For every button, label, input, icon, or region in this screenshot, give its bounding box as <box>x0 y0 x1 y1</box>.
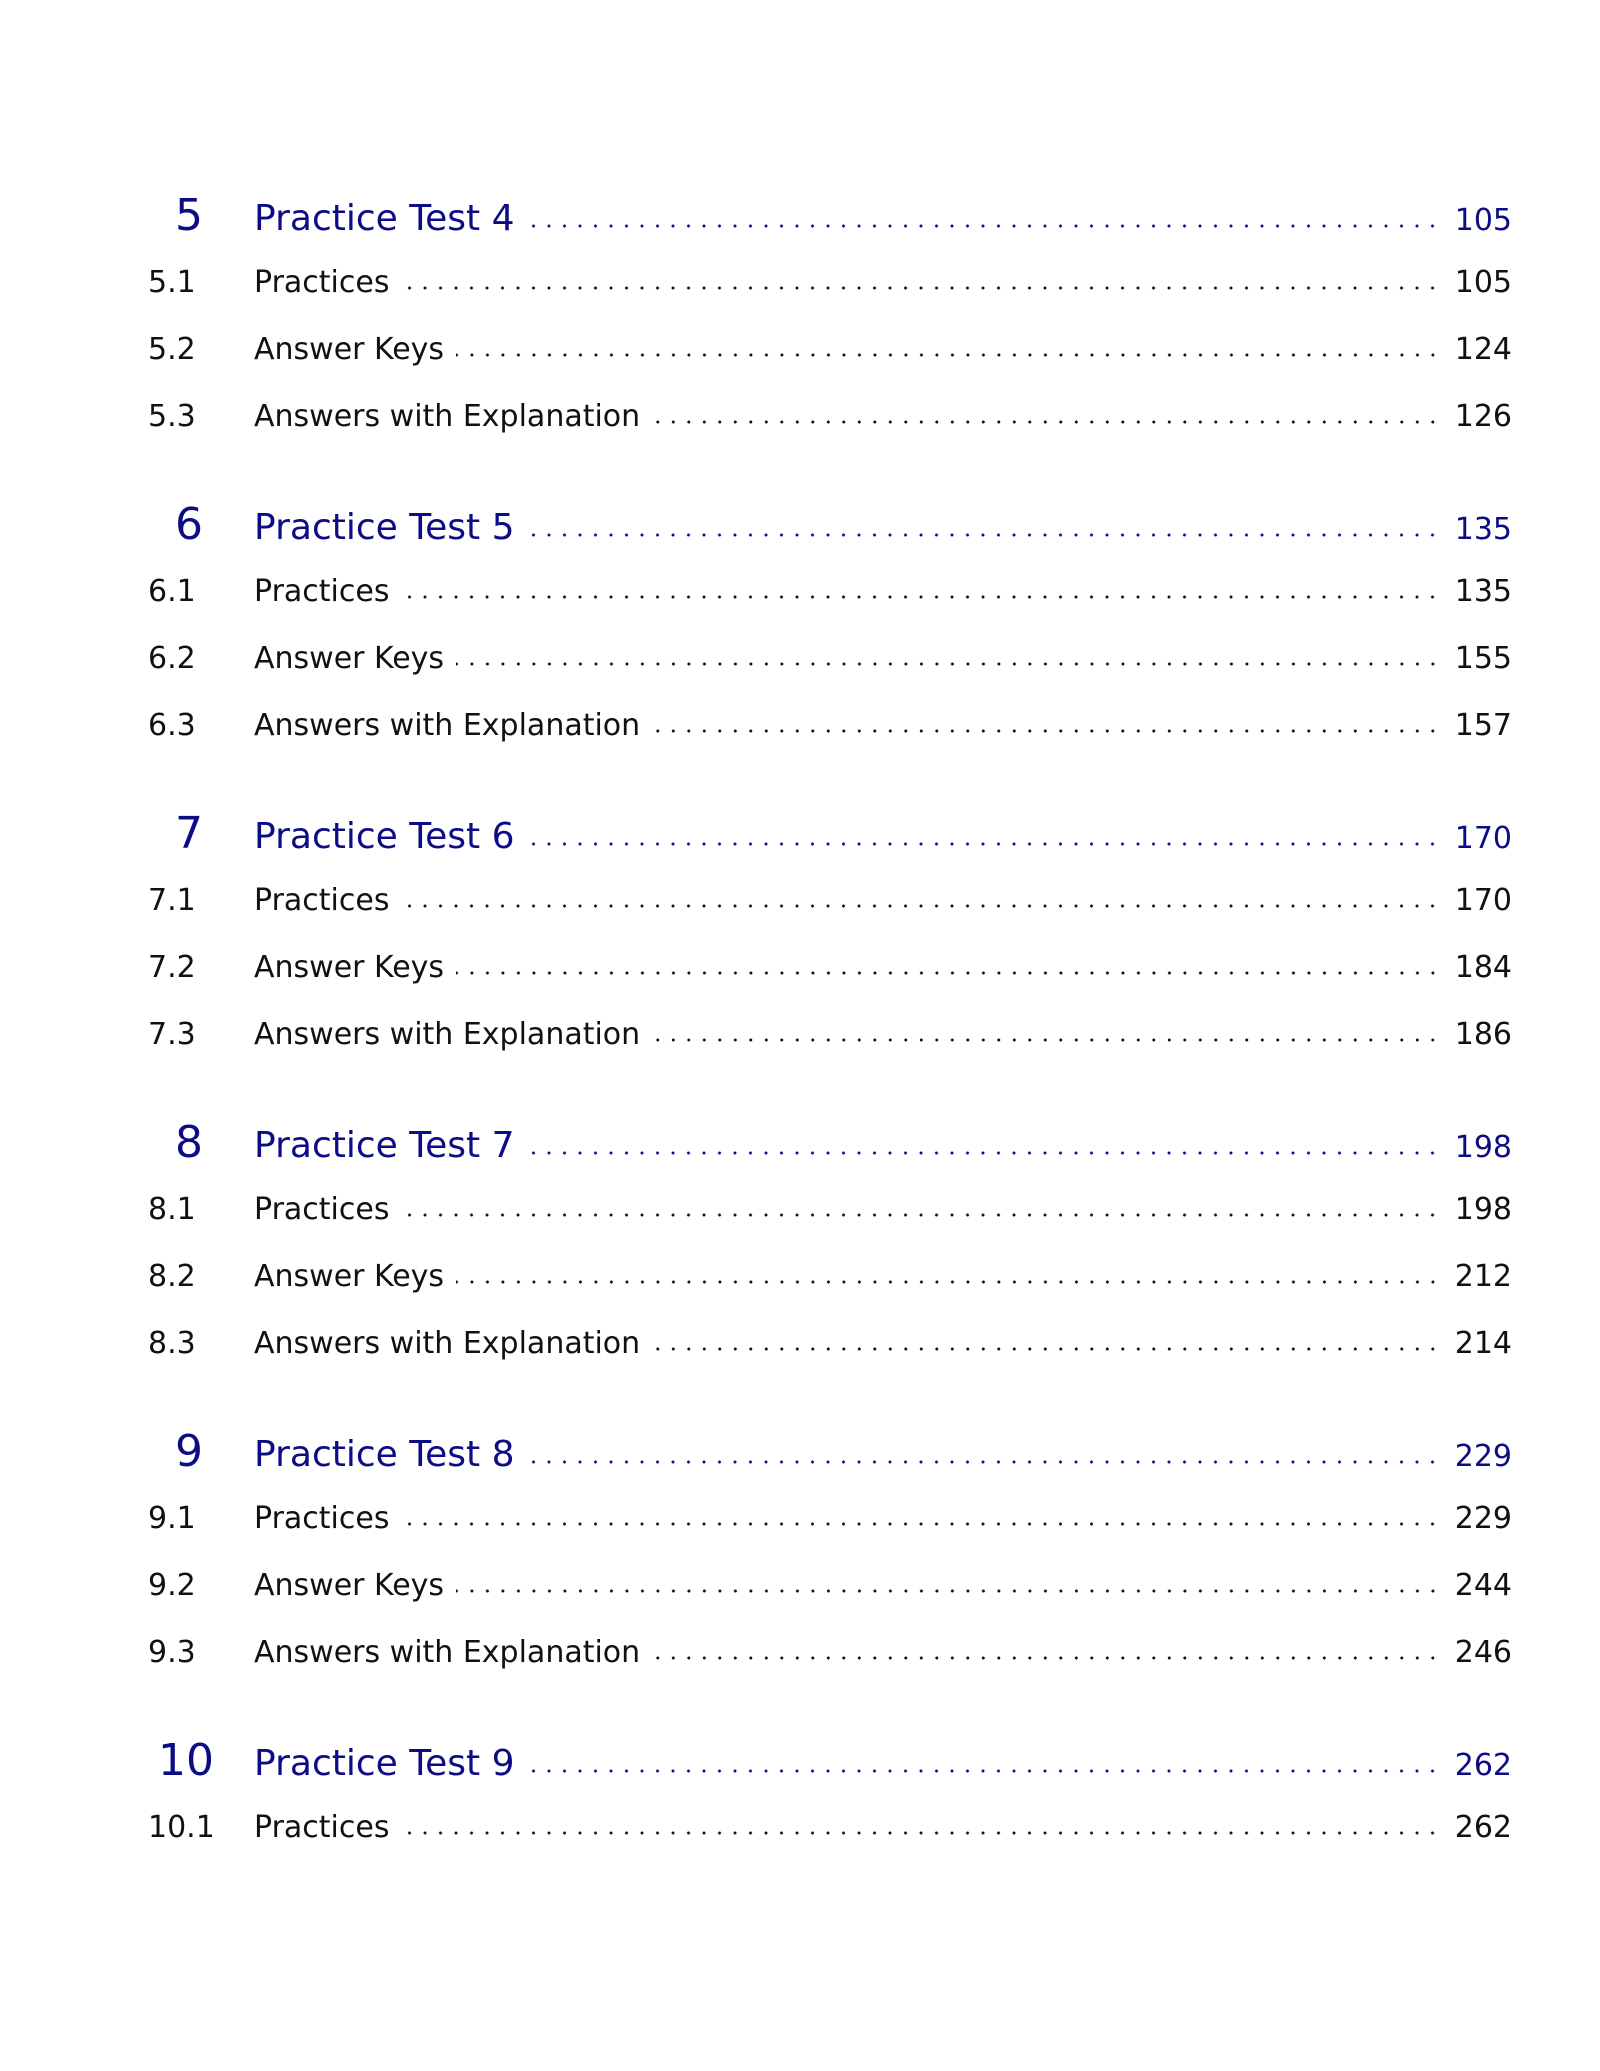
toc-page-number[interactable]: 198 <box>1454 1130 1512 1165</box>
toc-section-row[interactable] <box>148 641 1512 676</box>
toc-dot-leader <box>401 904 1440 908</box>
toc-page-number[interactable]: 186 <box>1454 1017 1512 1052</box>
toc-page-number[interactable]: 135 <box>1454 512 1512 547</box>
toc-dot-leader <box>401 1213 1440 1217</box>
toc-dot-leader <box>526 1769 1440 1773</box>
toc-section-number: 6.2 <box>148 641 196 676</box>
toc-chapter-number: 9 <box>175 1426 203 1477</box>
toc-chapter-number: 5 <box>175 190 203 241</box>
toc-page-number[interactable]: 157 <box>1454 708 1512 743</box>
toc-section-title[interactable]: Answer Keys <box>254 1259 445 1294</box>
toc-dot-leader <box>401 286 1440 290</box>
toc-chapter-row[interactable] <box>148 1117 1512 1168</box>
toc-section-row[interactable] <box>148 1259 1512 1294</box>
toc-page-number[interactable]: 246 <box>1454 1635 1512 1670</box>
toc-section-title[interactable]: Practices <box>254 265 390 300</box>
toc-dot-leader <box>526 224 1440 228</box>
toc-page-number[interactable]: 244 <box>1454 1568 1512 1603</box>
toc-chapter-number: 8 <box>175 1117 203 1168</box>
toc-chapter-row[interactable] <box>148 1735 1512 1786</box>
toc-page-number[interactable]: 229 <box>1454 1439 1512 1474</box>
toc-section-title[interactable]: Answers with Explanation <box>254 1635 641 1670</box>
toc-section-number: 8.3 <box>148 1326 196 1361</box>
toc-page-number[interactable]: 229 <box>1454 1501 1512 1536</box>
toc-section-row[interactable] <box>148 574 1512 609</box>
toc-section-number: 7.2 <box>148 950 196 985</box>
toc-dot-leader <box>456 1280 1441 1284</box>
toc-section-title[interactable]: Answers with Explanation <box>254 1326 641 1361</box>
toc-page-number[interactable]: 124 <box>1454 332 1512 367</box>
toc-section-row[interactable] <box>148 708 1512 743</box>
toc-chapter-title[interactable]: Practice Test 5 <box>254 507 515 548</box>
toc-section-number: 6.1 <box>148 574 196 609</box>
toc-dot-leader <box>652 1347 1441 1351</box>
toc-section-row[interactable] <box>148 1568 1512 1603</box>
toc-section-number: 10.1 <box>148 1810 215 1845</box>
toc-section-title[interactable]: Practices <box>254 883 390 918</box>
toc-page-number[interactable]: 170 <box>1454 821 1512 856</box>
toc-section-title[interactable]: Answers with Explanation <box>254 708 641 743</box>
toc-chapter-title[interactable]: Practice Test 9 <box>254 1743 515 1784</box>
toc-section-row[interactable] <box>148 1017 1512 1052</box>
toc-section-number: 7.3 <box>148 1017 196 1052</box>
toc-section-number: 7.1 <box>148 883 196 918</box>
toc-dot-leader <box>526 1460 1440 1464</box>
toc-page-number[interactable]: 170 <box>1454 883 1512 918</box>
toc-section-row[interactable] <box>148 883 1512 918</box>
toc-dot-leader <box>401 1522 1440 1526</box>
toc-chapter-title[interactable]: Practice Test 6 <box>254 816 515 857</box>
toc-chapter-title[interactable]: Practice Test 7 <box>254 1125 515 1166</box>
toc-section-title[interactable]: Answer Keys <box>254 1568 445 1603</box>
toc-section-title[interactable]: Answers with Explanation <box>254 1017 641 1052</box>
toc-page-number[interactable]: 105 <box>1454 203 1512 238</box>
toc-section-number: 5.2 <box>148 332 196 367</box>
toc-section-title[interactable]: Answer Keys <box>254 332 445 367</box>
toc-section-title[interactable]: Answer Keys <box>254 950 445 985</box>
toc-dot-leader <box>456 1589 1441 1593</box>
toc-section-title[interactable]: Practices <box>254 1192 390 1227</box>
toc-page-number[interactable]: 198 <box>1454 1192 1512 1227</box>
toc-chapter-number: 10 <box>158 1735 214 1786</box>
toc-chapter-row[interactable] <box>148 1426 1512 1477</box>
toc-dot-leader <box>652 420 1441 424</box>
toc-page-number[interactable]: 184 <box>1454 950 1512 985</box>
toc-dot-leader <box>652 729 1441 733</box>
toc-section-number: 5.1 <box>148 265 196 300</box>
toc-section-row[interactable] <box>148 332 1512 367</box>
toc-section-number: 8.2 <box>148 1259 196 1294</box>
toc-section-number: 8.1 <box>148 1192 196 1227</box>
toc-dot-leader <box>456 353 1441 357</box>
toc-page-number[interactable]: 262 <box>1454 1748 1512 1783</box>
toc-section-title[interactable]: Answers with Explanation <box>254 399 641 434</box>
toc-section-row[interactable] <box>148 1635 1512 1670</box>
toc-chapter-row[interactable] <box>148 808 1512 859</box>
toc-page-number[interactable]: 155 <box>1454 641 1512 676</box>
toc-dot-leader <box>401 595 1440 599</box>
toc-section-row[interactable] <box>148 265 1512 300</box>
toc-section-number: 5.3 <box>148 399 196 434</box>
toc-page-number[interactable]: 212 <box>1454 1259 1512 1294</box>
toc-section-number: 6.3 <box>148 708 196 743</box>
toc-dot-leader <box>526 533 1440 537</box>
toc-chapter-number: 6 <box>175 499 203 550</box>
toc-page-number[interactable]: 135 <box>1454 574 1512 609</box>
toc-dot-leader <box>652 1656 1441 1660</box>
toc-section-row[interactable] <box>148 950 1512 985</box>
toc-section-row[interactable] <box>148 399 1512 434</box>
toc-section-title[interactable]: Answer Keys <box>254 641 445 676</box>
toc-section-row[interactable] <box>148 1192 1512 1227</box>
toc-section-title[interactable]: Practices <box>254 574 390 609</box>
toc-section-number: 9.1 <box>148 1501 196 1536</box>
toc-chapter-row[interactable] <box>148 190 1512 241</box>
toc-section-number: 9.3 <box>148 1635 196 1670</box>
toc-page-number[interactable]: 105 <box>1454 265 1512 300</box>
toc-section-title[interactable]: Practices <box>254 1501 390 1536</box>
toc-dot-leader <box>456 662 1441 666</box>
toc-page-number[interactable]: 262 <box>1454 1810 1512 1845</box>
toc-section-row[interactable] <box>148 1326 1512 1361</box>
toc-dot-leader <box>526 1151 1440 1155</box>
toc-dot-leader <box>401 1831 1440 1835</box>
toc-dot-leader <box>456 971 1441 975</box>
toc-section-row[interactable] <box>148 1810 1512 1845</box>
toc-dot-leader <box>652 1038 1441 1042</box>
toc-section-row[interactable] <box>148 1501 1512 1536</box>
toc-section-title[interactable]: Practices <box>254 1810 390 1845</box>
toc-dot-leader <box>526 842 1440 846</box>
toc-section-number: 9.2 <box>148 1568 196 1603</box>
toc-page-number[interactable]: 214 <box>1454 1326 1512 1361</box>
toc-chapter-title[interactable]: Practice Test 8 <box>254 1434 515 1475</box>
toc-chapter-number: 7 <box>175 808 203 859</box>
toc-page-number[interactable]: 126 <box>1454 399 1512 434</box>
toc-chapter-row[interactable] <box>148 499 1512 550</box>
toc-chapter-title[interactable]: Practice Test 4 <box>254 198 515 239</box>
